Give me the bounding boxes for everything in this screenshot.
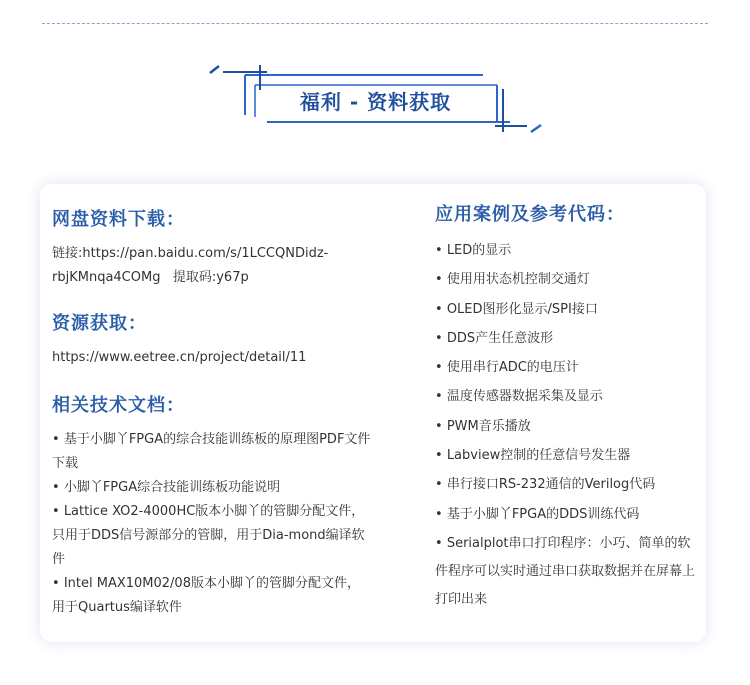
netdisk-link-line2[interactable]: rbjKMnqa4COMg 提取码:y67p xyxy=(52,270,249,285)
list-item[interactable]: • LED的显示 xyxy=(435,237,697,265)
left-column xyxy=(52,206,372,620)
banner-title: 福利 - 资料获取 xyxy=(299,90,452,114)
resources-url[interactable]: https://www.eetree.cn/project/detail/11 xyxy=(52,350,307,365)
docs-title: 相关技术文档： xyxy=(52,395,185,416)
list-item[interactable]: • 基于小脚丫FPGA的综合技能训练板的原理图PDF文件下载 xyxy=(52,428,372,476)
list-item[interactable]: • Intel MAX10M02/08版本小脚丫的管脚分配文件，用于Quartus编译软件 xyxy=(52,572,372,620)
list-item[interactable]: • Serialplot串口打印程序：小巧、简单的软件程序可以实时通过串口获取数据并在屏幕上打印出来 xyxy=(435,530,697,614)
title-banner xyxy=(205,60,550,140)
docs-list xyxy=(52,428,372,620)
list-item[interactable]: • 使用用状态机控制交通灯 xyxy=(435,266,697,294)
list-item[interactable]: • 串行接口RS-232通信的Verilog代码 xyxy=(435,471,697,499)
top-dashed-divider xyxy=(42,23,708,24)
list-item[interactable]: • Lattice XO2-4000HC版本小脚丫的管脚分配文件，只用于DDS信号源部分的管脚，用于Dia-mond编译软件 xyxy=(52,500,372,572)
netdisk-title: 网盘资料下载： xyxy=(52,209,185,230)
list-item[interactable]: • Labview控制的任意信号发生器 xyxy=(435,442,697,470)
list-item[interactable]: • 温度传感器数据采集及显示 xyxy=(435,383,697,411)
list-item[interactable]: • DDS产生任意波形 xyxy=(435,325,697,353)
list-item[interactable]: • PWM音乐播放 xyxy=(435,413,697,441)
netdisk-link-line1[interactable]: 链接:https://pan.baidu.com/s/1LCCQNDidz- xyxy=(52,246,329,261)
info-card xyxy=(40,184,706,642)
examples-title: 应用案例及参考代码： xyxy=(435,204,625,225)
list-item[interactable]: • 小脚丫FPGA综合技能训练板功能说明 xyxy=(52,476,372,500)
resources-title: 资源获取： xyxy=(52,313,147,334)
list-item[interactable]: • 使用串行ADC的电压计 xyxy=(435,354,697,382)
list-item[interactable]: • 基于小脚丫FPGA的DDS训练代码 xyxy=(435,501,697,529)
examples-list xyxy=(435,237,697,614)
right-column xyxy=(435,201,697,615)
list-item[interactable]: • OLED图形化显示/SPI接口 xyxy=(435,296,697,324)
